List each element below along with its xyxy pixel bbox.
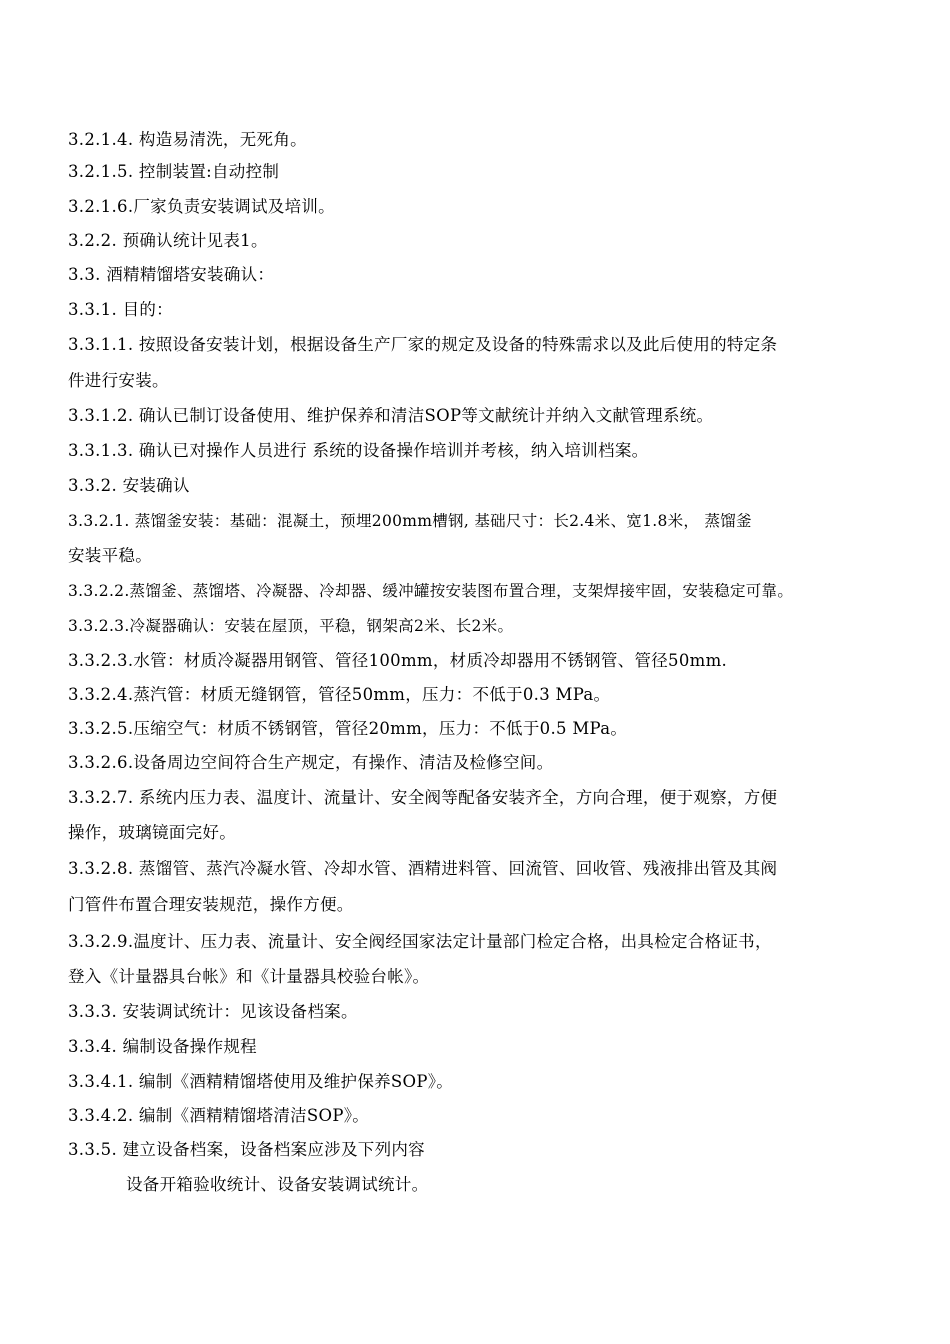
text-line: 3.2.1.5. 控制装置:自动控制 [68,162,280,181]
text-line: 3.3.2.7. 系统内压力表、温度计、流量计、安全阀等配备安装齐全，方向合理，便于观察，方便 [68,788,778,807]
text-line: 安装平稳。 [68,546,152,565]
text-line: 3.3.1.3. 确认已对操作人员进行 系统的设备操作培训并考核，纳入培训档案。 [68,441,649,460]
text-line: 3.3.1. 目的： [68,300,173,319]
text-line: 3.3.2.3.冷凝器确认：安装在屋顶，平稳，钢架高2米、长2米。 [68,617,514,635]
text-line: 设备开箱验收统计、设备安装调试统计。 [126,1175,429,1194]
text-line: 操作，玻璃镜面完好。 [68,823,236,842]
text-line: 3.3.4.1. 编制《酒精精馏塔使用及维护保养SOP》。 [68,1072,454,1091]
text-line: 3.3.2. 安装确认 [68,476,190,495]
text-line: 3.2.2. 预确认统计见表1。 [68,231,268,250]
text-line: 3.3.2.3.水管：材质冷凝器用钢管、管径100mm，材质冷却器用不锈钢管、管径50mm. [68,651,728,670]
text-line: 3.3.2.2.蒸馏釜、蒸馏塔、冷凝器、冷却器、缓冲罐按安装图布置合理，支架焊接牢固，安装稳定可靠。 [68,582,794,600]
text-line: 3.3.2.5.压缩空气：材质不锈钢管，管径20mm，压力：不低于0.5 MPa。 [68,719,628,738]
text-line: 门管件布置合理安装规范，操作方便。 [68,895,354,914]
text-line: 3.3.3. 安装调试统计：见该设备档案。 [68,1002,358,1021]
text-line: 3.2.1.6.厂家负责安装调试及培训。 [68,197,335,216]
section-heading: 3.3. 酒精精馏塔安装确认： [68,265,275,284]
text-line: 3.3.1.2. 确认已制订设备使用、维护保养和清洁SOP等文献统计并纳入文献管理系统。 [68,406,714,425]
text-line: 3.3.2.1. 蒸馏釜安装：基础：混凝土，预埋200mm槽钢, 基础尺寸：长2.4米、宽1.8米， 蒸馏釜 [68,512,752,530]
text-line: 3.3.4. 编制设备操作规程 [68,1037,257,1056]
text-line: 3.3.2.6.设备周边空间符合生产规定，有操作、清洁及检修空间。 [68,753,554,772]
text-line: 3.3.1.1. 按照设备安装计划，根据设备生产厂家的规定及设备的特殊需求以及此后使用的特定条 [68,335,778,354]
text-line: 3.3.4.2. 编制《酒精精馏塔清洁SOP》。 [68,1106,370,1125]
text-line: 3.3.2.8. 蒸馏管、蒸汽冷凝水管、冷却水管、酒精进料管、回流管、回收管、残液排出管及其阀 [68,859,778,878]
text-line: 3.3.5. 建立设备档案，设备档案应涉及下列内容 [68,1140,425,1159]
text-line: 登入《计量器具台帐》和《计量器具校验台帐》。 [68,967,430,986]
text-line: 件进行安装。 [68,371,169,390]
text-line: 3.2.1.4. 构造易清洗，无死角。 [68,130,307,149]
text-line: 3.3.2.4.蒸汽管：材质无缝钢管，管径50mm，压力：不低于0.3 MPa。 [68,685,611,704]
text-line: 3.3.2.9.温度计、压力表、流量计、安全阀经国家法定计量部门检定合格，出具检定合格证书， [68,932,772,951]
